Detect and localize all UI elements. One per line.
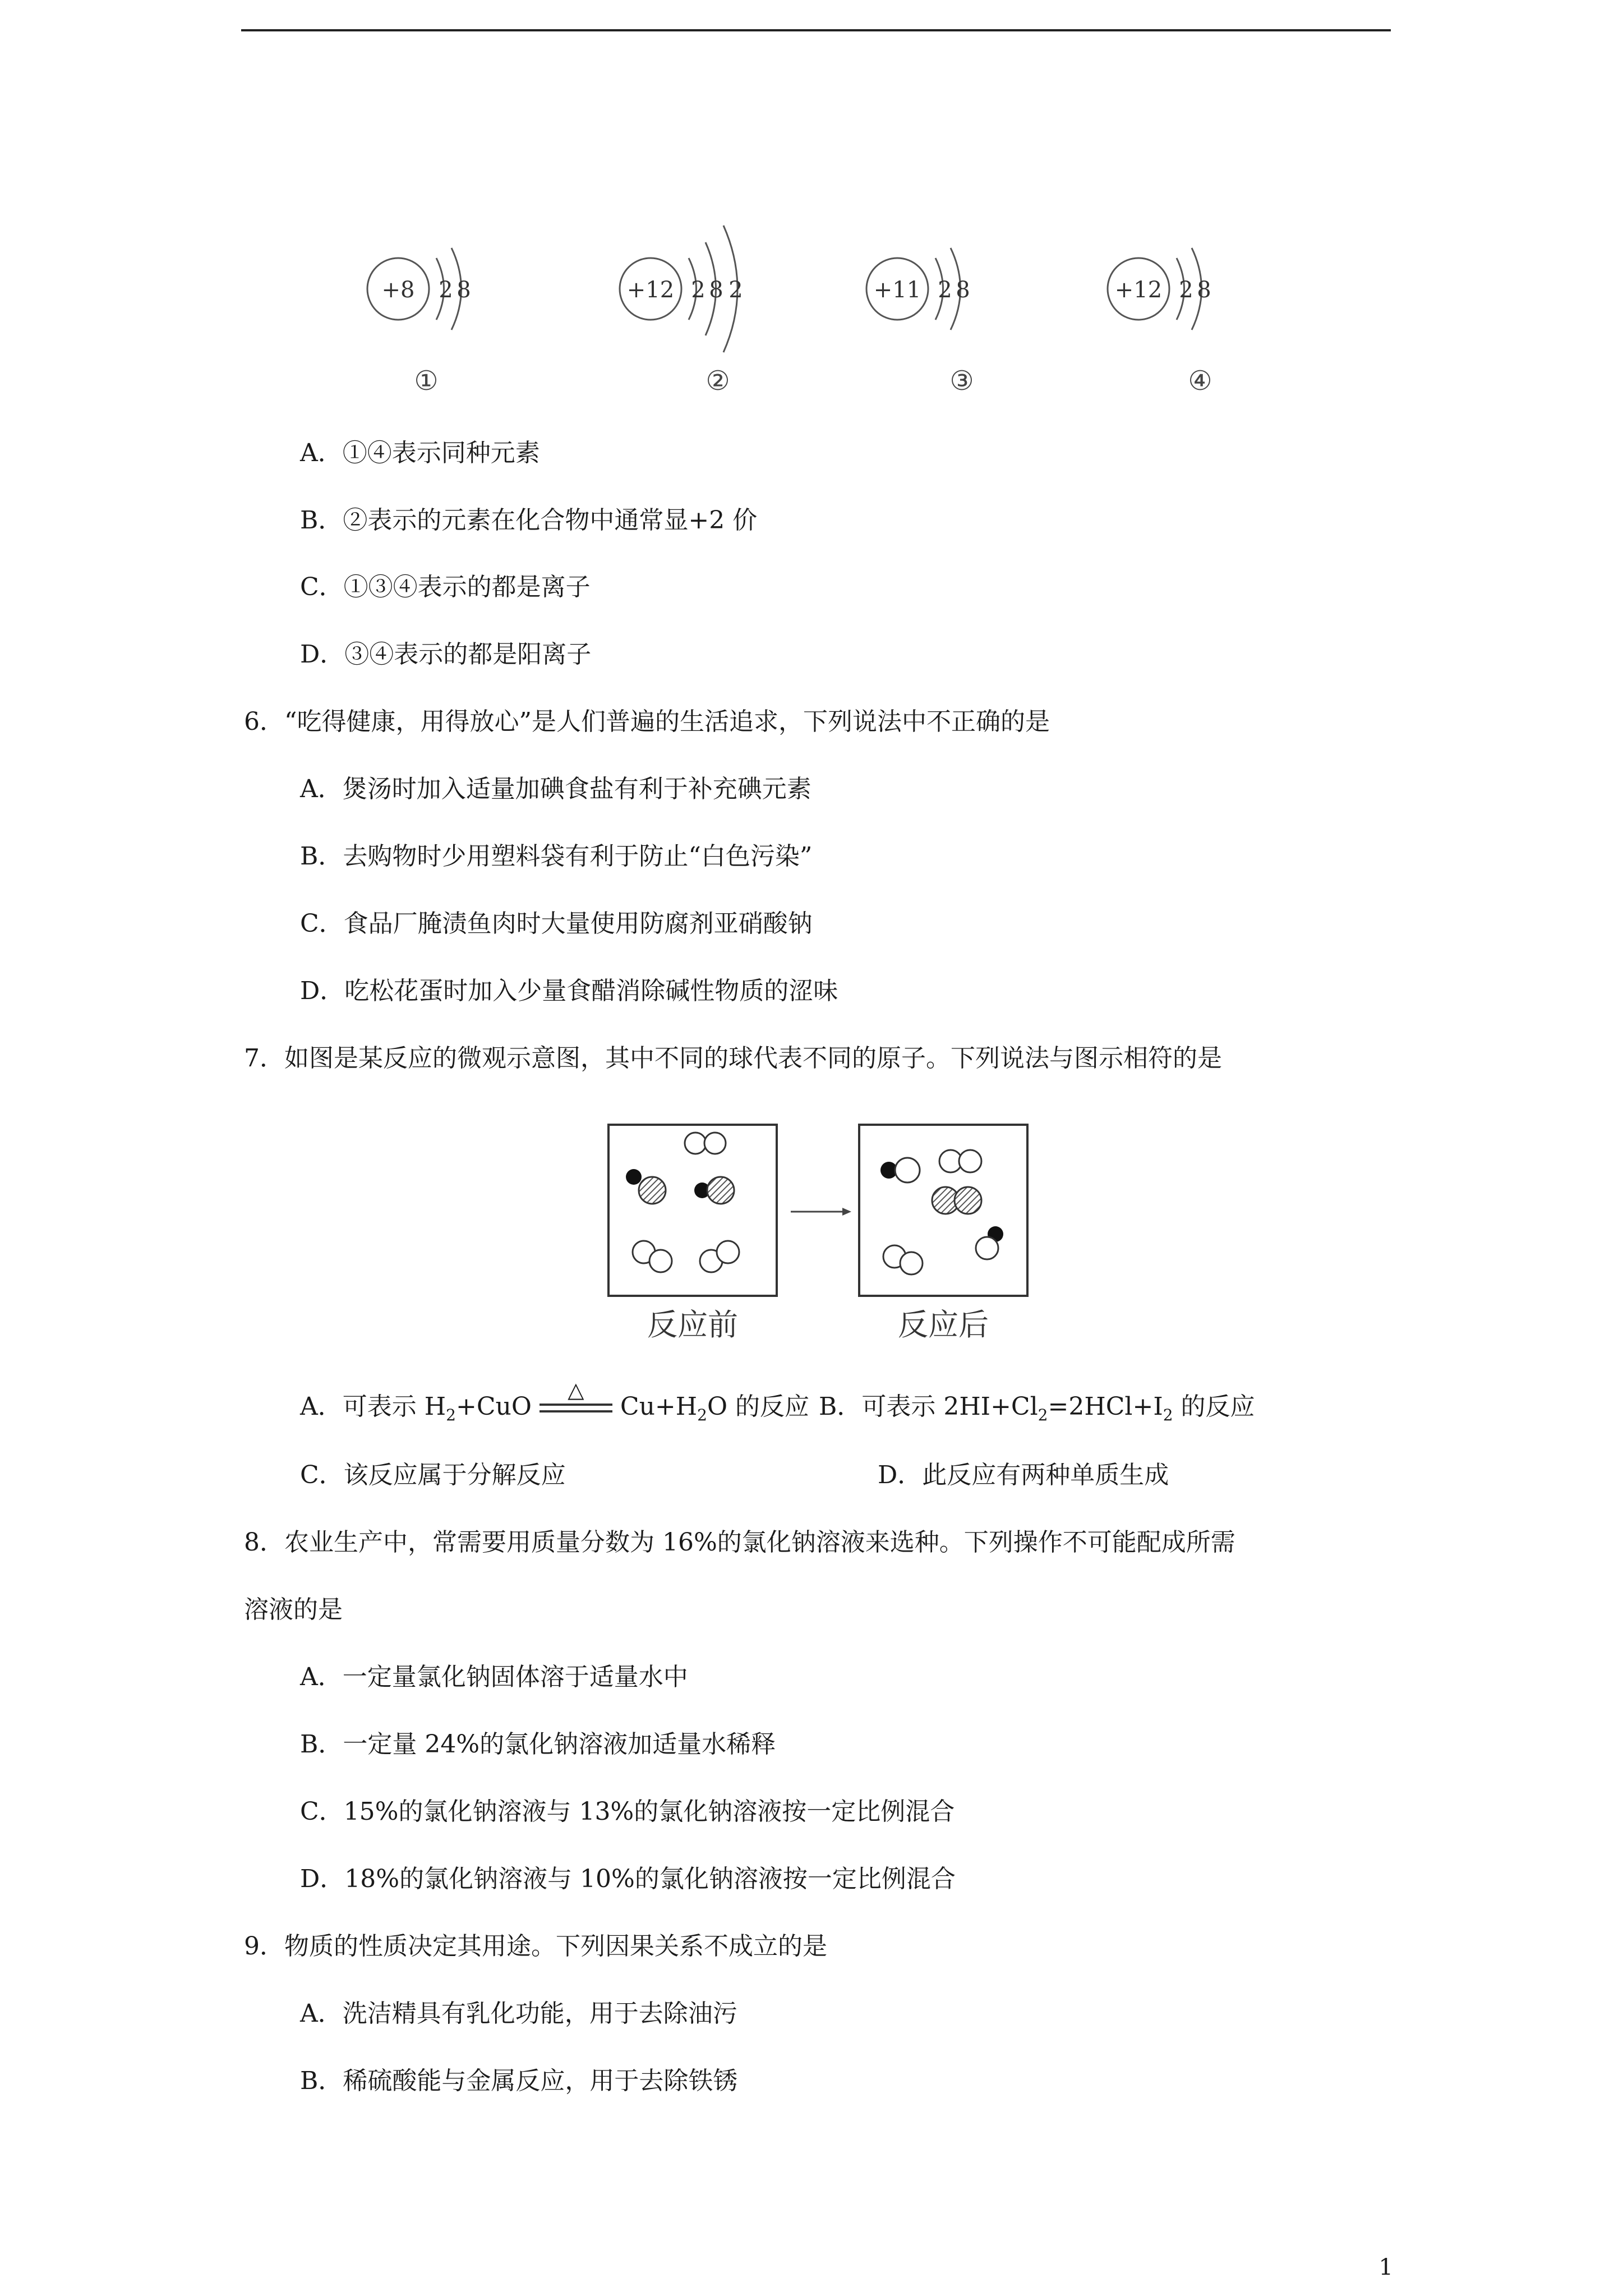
atom-1-shell-1: 2 [439, 277, 453, 303]
atom-diagram-3 [866, 248, 974, 397]
q7-option-b [819, 1390, 1255, 1432]
atom-3-nucleus: +11 [873, 277, 921, 303]
q7-option-a-sub1: 2 [446, 1405, 456, 1424]
q7-stem: 7．如图是某反应的微观示意图，其中不同的球代表不同的原子。下列说法与图示相符的是 [244, 1044, 1222, 1073]
atom-3-shell-1: 2 [938, 277, 952, 303]
atom-diagram-2 [620, 226, 743, 397]
q7-option-c: C．该反应属于分解反应 [300, 1461, 566, 1489]
q6-stem: 6．“吃得健康，用得放心”是人们普遍的生活追求，下列说法中不正确的是 [244, 707, 1050, 736]
q7-option-a-mid: +CuO [455, 1392, 532, 1421]
reaction-micro-figure [600, 1122, 1049, 1352]
after-label: 反应后 [898, 1307, 989, 1342]
page-number: 1 [1378, 2254, 1393, 2280]
q8-option-b: B．一定量 24%的氯化钠溶液加适量水稀释 [300, 1730, 776, 1759]
atom-2-label: ② [706, 365, 730, 397]
atom-4-shell-2: 8 [1197, 277, 1211, 303]
q5-option-c: C．①③④表示的都是离子 [300, 573, 591, 601]
atom-2-shell-3: 2 [728, 277, 743, 303]
atom-1-shell-2: 8 [457, 277, 471, 303]
atom-3-shell-2: 8 [956, 277, 970, 303]
q7-option-a-sub2: 2 [697, 1405, 707, 1424]
atom-1-label: ① [414, 365, 439, 397]
q7-option-a-prefix: A．可表示 H [300, 1392, 446, 1421]
atom-structure-figure [336, 213, 1301, 404]
atom-diagram-4 [1108, 248, 1212, 397]
delta-symbol: △ [568, 1378, 584, 1402]
q7-option-a-tail: O 的反应 [707, 1392, 810, 1421]
q9-stem: 9．物质的性质决定其用途。下列因果关系不成立的是 [244, 1932, 827, 1961]
q7-option-b-sub1: 2 [1038, 1405, 1048, 1424]
q5-option-d: D．③④表示的都是阳离子 [300, 640, 592, 669]
after-box [859, 1125, 1027, 1296]
before-label: 反应前 [647, 1307, 738, 1342]
atom-2-nucleus: +12 [626, 277, 675, 303]
q6-option-a: A．煲汤时加入适量加碘食盐有利于补充碘元素 [300, 775, 811, 803]
q5-option-a: A．①④表示同种元素 [300, 439, 540, 467]
q5-option-b: B．②表示的元素在化合物中通常显+2 价 [300, 506, 758, 535]
before-box [608, 1125, 777, 1296]
atom-diagram-1 [367, 248, 471, 397]
atom-4-shell-1: 2 [1179, 277, 1193, 303]
q8-stem-line-1: 8．农业生产中，常需要用质量分数为 16%的氯化钠溶液来选种。下列操作不可能配成所需 [244, 1528, 1235, 1557]
atom-1-nucleus: +8 [381, 277, 415, 303]
header-rule [241, 29, 1391, 31]
q9-option-a: A．洗洁精具有乳化功能，用于去除油污 [300, 1999, 737, 2028]
atom-4-label: ④ [1188, 365, 1212, 397]
q6-option-b: B．去购物时少用塑料袋有利于防止“白色污染” [300, 842, 813, 871]
q7-option-a [300, 1378, 810, 1432]
atom-2-shell-2: 8 [709, 277, 723, 303]
heating-condition-sign [540, 1378, 612, 1424]
q7-option-b-sub2: 2 [1163, 1405, 1173, 1424]
q8-stem-line-2: 溶液的是 [244, 1595, 343, 1624]
atom-3-label: ③ [949, 365, 974, 397]
q6-option-d: D．吃松花蛋时加入少量食醋消除碱性物质的涩味 [300, 977, 838, 1005]
q8-option-a: A．一定量氯化钠固体溶于适量水中 [300, 1663, 688, 1691]
q7-option-a-after: Cu+H [620, 1392, 698, 1421]
q8-option-c: C．15%的氯化钠溶液与 13%的氯化钠溶液按一定比例混合 [300, 1797, 955, 1826]
q7-option-b-prefix: B．可表示 2HI+Cl [819, 1392, 1038, 1421]
q9-option-b: B．稀硫酸能与金属反应，用于去除铁锈 [300, 2067, 738, 2095]
atom-4-nucleus: +12 [1114, 277, 1163, 303]
q7-option-b-mid: =2HCl+I [1048, 1392, 1163, 1421]
q6-option-c: C．食品厂腌渍鱼肉时大量使用防腐剂亚硝酸钠 [300, 909, 813, 938]
reaction-arrow [791, 1208, 851, 1216]
q7-option-d: D．此反应有两种单质生成 [878, 1461, 1169, 1489]
atom-2-shell-1: 2 [691, 277, 706, 303]
q8-option-d: D．18%的氯化钠溶液与 10%的氯化钠溶液按一定比例混合 [300, 1865, 956, 1893]
q7-option-b-tail: 的反应 [1173, 1392, 1255, 1421]
